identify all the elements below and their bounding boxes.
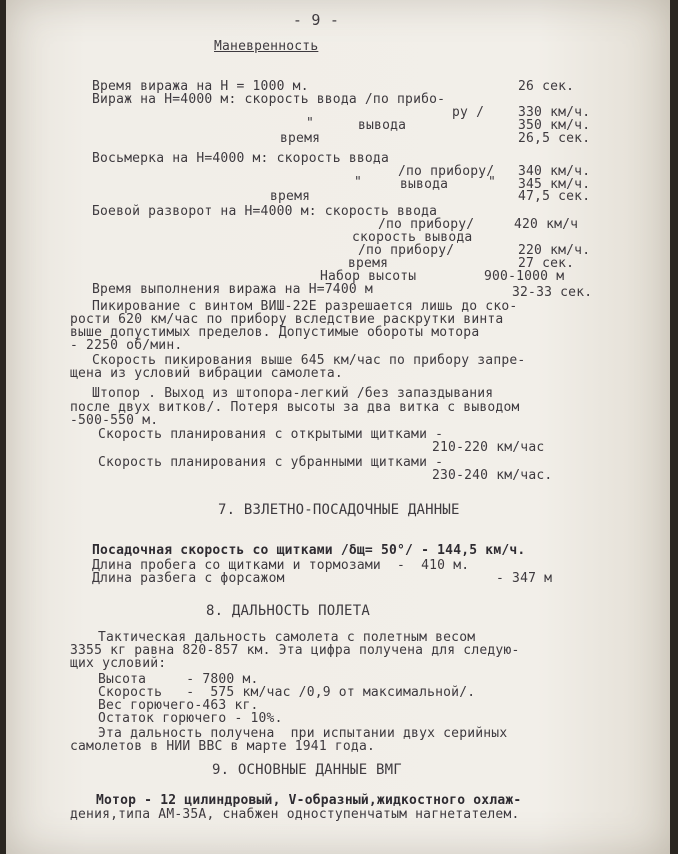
value-text: 350 км/ч. <box>518 118 591 133</box>
value-text: 340 км/ч. <box>518 164 591 179</box>
text-line: после двух витков/. Потеря высоты за два витка с выводом <box>70 400 520 415</box>
text-line: Время выполнения виража на Н=7400 м <box>92 282 373 297</box>
text-line: щих условий: <box>70 656 167 671</box>
section-heading-vmg: 9. ОСНОВНЫЕ ДАННЫЕ ВМГ <box>212 762 402 778</box>
text-line: Боевой разворот на Н=4000 м: скорость ввода <box>92 204 438 219</box>
text-line: Скорость пикирования выше 645 км/час по прибору запре- <box>92 353 526 368</box>
text-line: Мотор - 12 цилиндровый, V-образный,жидкостного охлаж- <box>96 793 522 808</box>
text-line: скорость вывода <box>352 230 473 245</box>
text-line: /по прибору/ <box>358 243 455 258</box>
text-line: 3355 кг равна 820-857 км. Эта цифра получена для следую- <box>70 643 520 658</box>
value-text: 330 км/ч. <box>518 105 591 120</box>
value-text: 47,5 сек. <box>518 189 591 204</box>
text-line: самолетов в НИИ ВВС в марте 1941 года. <box>70 739 376 754</box>
text-line: - 2250 об/мин. <box>70 338 183 353</box>
text-line: время <box>348 256 389 271</box>
text-line: Набор высоты <box>320 269 417 284</box>
value-text: 27 сек. <box>518 256 575 271</box>
text-line: Эта дальность получена при испытании двух серийных <box>98 726 508 741</box>
text-line: щена из условий вибрации самолета. <box>70 366 343 381</box>
text-line: Вес горючего-463 кг. <box>98 698 259 713</box>
value-text: 26 сек. <box>518 79 575 94</box>
ditto-mark: " <box>488 175 497 190</box>
text-line: Штопор . Выход из штопора-легкий /без запаздывания <box>92 386 494 401</box>
text-line: Остаток горючего - 10%. <box>98 711 283 726</box>
text-line: /по прибору/ <box>378 217 475 232</box>
value-text: - 347 м <box>496 571 553 586</box>
text-line: Высота - 7800 м. <box>98 672 259 687</box>
text-line: рости 620 км/час по прибору вследствие раскрутки винта <box>70 312 504 327</box>
text-line: Посадочная скорость со щитками /δщ= 50°/ - 144,5 км/ч. <box>92 543 526 558</box>
text-line: время <box>270 189 311 204</box>
value-text: 420 км/ч <box>514 217 579 232</box>
value-text: 220 км/ч. <box>518 243 591 258</box>
text-line: Скорость планирования с убранными щитками - <box>98 455 444 470</box>
text-line: Скорость планирования с открытыми щитками - <box>98 427 444 442</box>
text-line: вывода <box>358 118 407 133</box>
ditto-mark: " <box>306 116 315 131</box>
value-text: 900-1000 м <box>484 269 565 284</box>
text-line: Длина пробега со щитками и тормозами - 410 м. <box>92 558 470 573</box>
text-line: /по прибору/ <box>398 164 495 179</box>
text-line: Скорость - 575 км/час /0,9 от максимальной/. <box>98 685 476 700</box>
text-line: Вираж на Н=4000 м: скорость ввода /по прибо- <box>92 92 446 107</box>
text-line: -500-550 м. <box>70 413 159 428</box>
page-number: - 9 - <box>292 11 340 29</box>
value-text: 230-240 км/час. <box>432 468 553 483</box>
text-line: выше допустимых пределов. Допустимые обороты мотора <box>70 325 480 340</box>
text-line: вывода <box>400 177 449 192</box>
ditto-mark: " <box>354 175 363 190</box>
text-line: Пикирование с винтом ВИШ-22Е разрешается лишь до ско- <box>92 299 518 314</box>
text-line: Тактическая дальность самолета с полетным весом <box>98 630 476 645</box>
section-heading-maneuver: Маневренность <box>214 39 319 54</box>
text-line: Восьмерка на Н=4000 м: скорость ввода <box>92 151 389 166</box>
text-line: Длина разбега с форсажом <box>92 571 285 586</box>
document-page <box>6 0 670 854</box>
value-text: 210-220 км/час <box>432 440 545 455</box>
value-text: 26,5 сек. <box>518 131 591 146</box>
text-line: ру / <box>452 105 485 120</box>
text-line: время <box>280 131 321 146</box>
value-text: 345 км/ч. <box>518 177 591 192</box>
section-heading-range: 8. ДАЛЬНОСТЬ ПОЛЕТА <box>206 603 370 619</box>
text-line: Время виража на Н = 1000 м. <box>92 79 309 94</box>
value-text: 32-33 сек. <box>512 285 593 300</box>
section-heading-takeoff-landing: 7. ВЗЛЕТНО-ПОСАДОЧНЫЕ ДАННЫЕ <box>218 502 460 518</box>
text-line: дения,типа АМ-35А, снабжен одноступенчатым нагнетателем. <box>70 807 520 822</box>
